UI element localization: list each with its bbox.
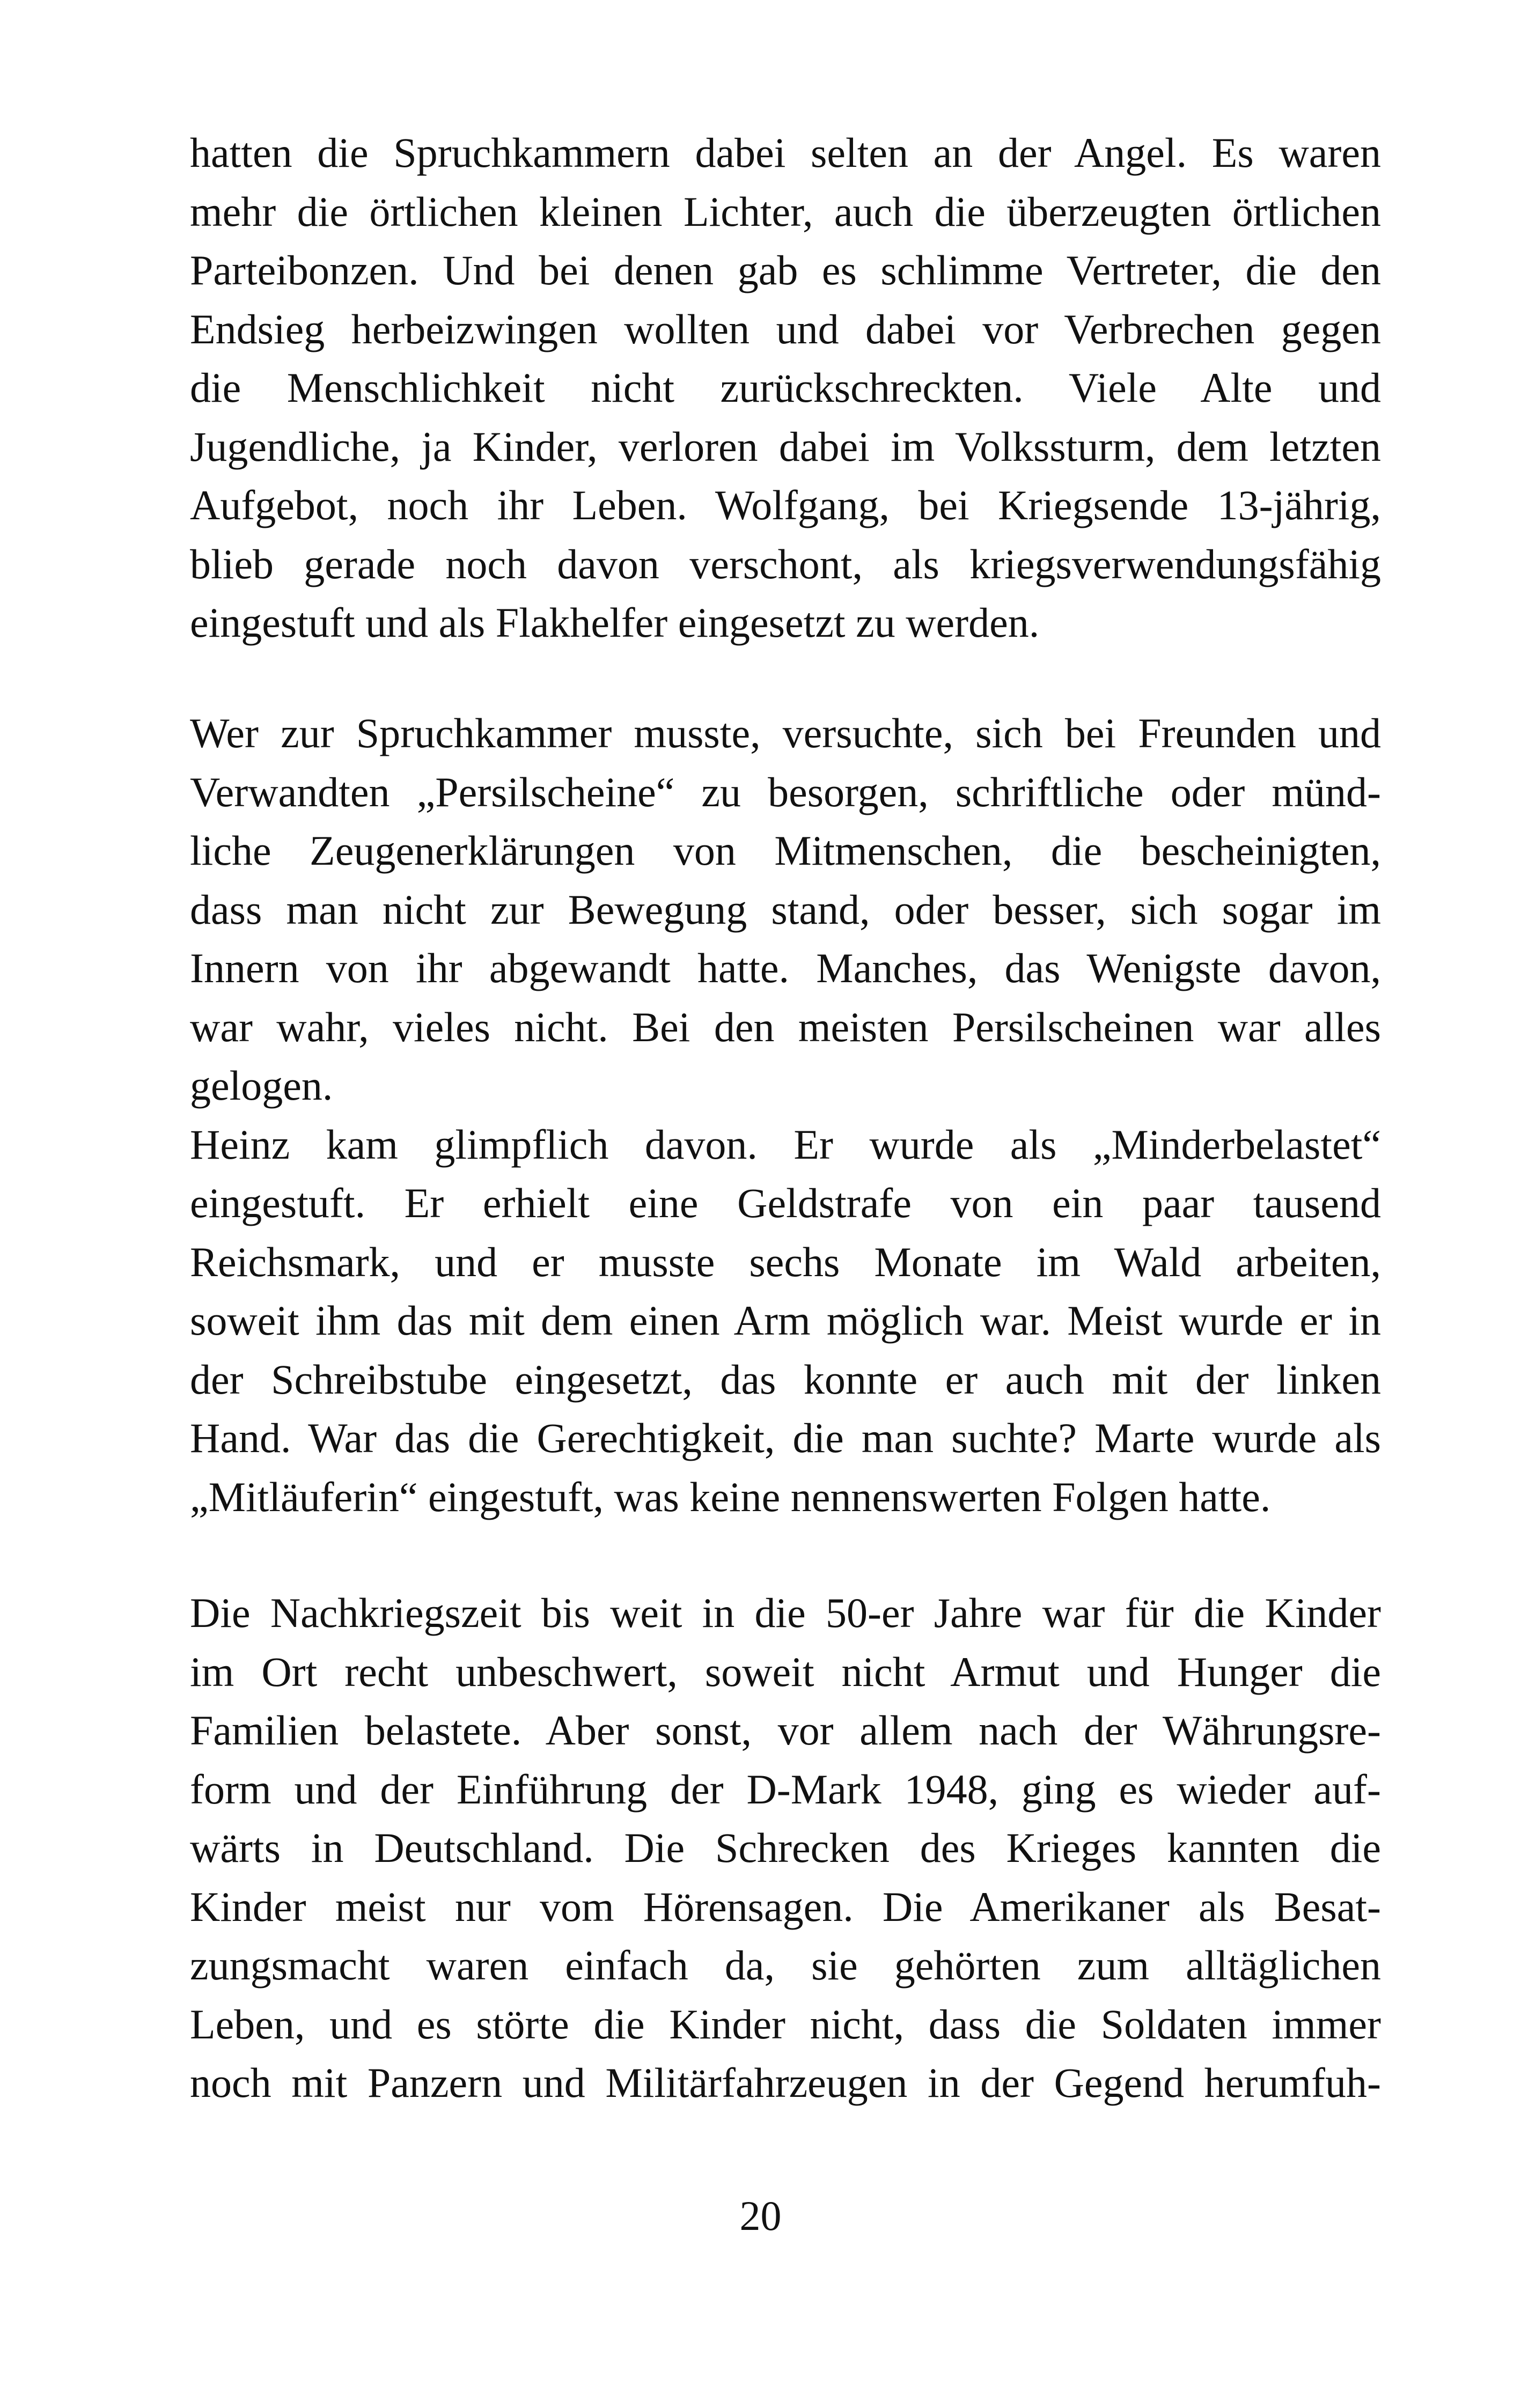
text-line: eingestuft. Er erhielt eine Geldstrafe von ein paar tausend bbox=[190, 1180, 1381, 1226]
text-line: Familien belastete. Aber sonst, vor allem nach der Währungsre- bbox=[190, 1707, 1381, 1754]
paragraph-2 bbox=[190, 704, 1381, 1526]
page-number: 20 bbox=[739, 2192, 782, 2239]
text-line: Reichsmark, und er musste sechs Monate im Wald arbeiten, bbox=[190, 1238, 1381, 1285]
text-line: war wahr, vieles nicht. Bei den meisten Persilscheinen war alles bbox=[190, 1003, 1381, 1050]
text-line: im Ort recht unbeschwert, soweit nicht Armut und Hunger die bbox=[190, 1648, 1381, 1695]
text-line: Innern von ihr abgewandt hatte. Manches, das Wenigste davon, bbox=[190, 945, 1381, 991]
paragraph-1 bbox=[190, 123, 1381, 652]
text-line: Endsieg herbeizwingen wollten und dabei vor Verbrechen gegen bbox=[190, 305, 1381, 352]
text-line: Leben, und es störte die Kinder nicht, dass die Soldaten immer bbox=[190, 2000, 1381, 2048]
text-line: Parteibonzen. Und bei denen gab es schlimme Vertreter, die den bbox=[190, 247, 1381, 293]
text-line: „Mitläuferin“ eingestuft, was keine nennenswerten Folgen hatte. bbox=[190, 1473, 1271, 1520]
text-line: dass man nicht zur Bewegung stand, oder besser, sich sogar im bbox=[190, 886, 1381, 933]
text-line: blieb gerade noch davon verschont, als kriegsverwendungsfähig bbox=[190, 540, 1381, 587]
text-line: Jugendliche, ja Kinder, verloren dabei im Volkssturm, dem letzten bbox=[190, 423, 1381, 470]
text-line: gelogen. bbox=[190, 1062, 333, 1109]
text-line: Verwandten „Persilscheine“ zu besorgen, schriftliche oder münd- bbox=[190, 768, 1381, 815]
text-line: Die Nachkriegszeit bis weit in die 50-er Jahre war für die Kinder bbox=[190, 1589, 1381, 1636]
text-line: Kinder meist nur vom Hörensagen. Die Amerikaner als Besat- bbox=[190, 1883, 1381, 1930]
text-line: Wer zur Spruchkammer musste, versuchte, sich bei Freunden und bbox=[190, 710, 1381, 756]
paragraph-3 bbox=[190, 1584, 1381, 2112]
text-line: hatten die Spruchkammern dabei selten an der Angel. Es waren bbox=[190, 129, 1381, 176]
text-line: eingestuft und als Flakhelfer eingesetzt zu werden. bbox=[190, 599, 1040, 646]
text-line: liche Zeugenerklärungen von Mitmenschen, die bescheinigten, bbox=[190, 827, 1381, 874]
text-line: form und der Einführung der D-Mark 1948, ging es wieder auf- bbox=[190, 1765, 1381, 1813]
text-line: Heinz kam glimpflich davon. Er wurde als „Minderbelastet“ bbox=[190, 1121, 1381, 1168]
text-line: soweit ihm das mit dem einen Arm möglich war. Meist wurde er in bbox=[190, 1297, 1381, 1344]
text-line: die Menschlichkeit nicht zurückschreckten. Viele Alte und bbox=[190, 364, 1381, 411]
text-line: Hand. War das die Gerechtigkeit, die man suchte? Marte wurde als bbox=[190, 1415, 1381, 1461]
text-line: der Schreibstube eingesetzt, das konnte er auch mit der linken bbox=[190, 1356, 1381, 1403]
text-line: Aufgebot, noch ihr Leben. Wolfgang, bei Kriegsende 13-jährig, bbox=[190, 482, 1381, 528]
text-line: noch mit Panzern und Militärfahrzeugen in der Gegend herumfuh- bbox=[190, 2059, 1381, 2106]
text-line: wärts in Deutschland. Die Schrecken des Krieges kannten die bbox=[190, 1824, 1381, 1871]
text-line: mehr die örtlichen kleinen Lichter, auch die überzeugten örtlichen bbox=[190, 188, 1381, 235]
text-line: zungsmacht waren einfach da, sie gehörten zum alltäglichen bbox=[190, 1942, 1381, 1989]
